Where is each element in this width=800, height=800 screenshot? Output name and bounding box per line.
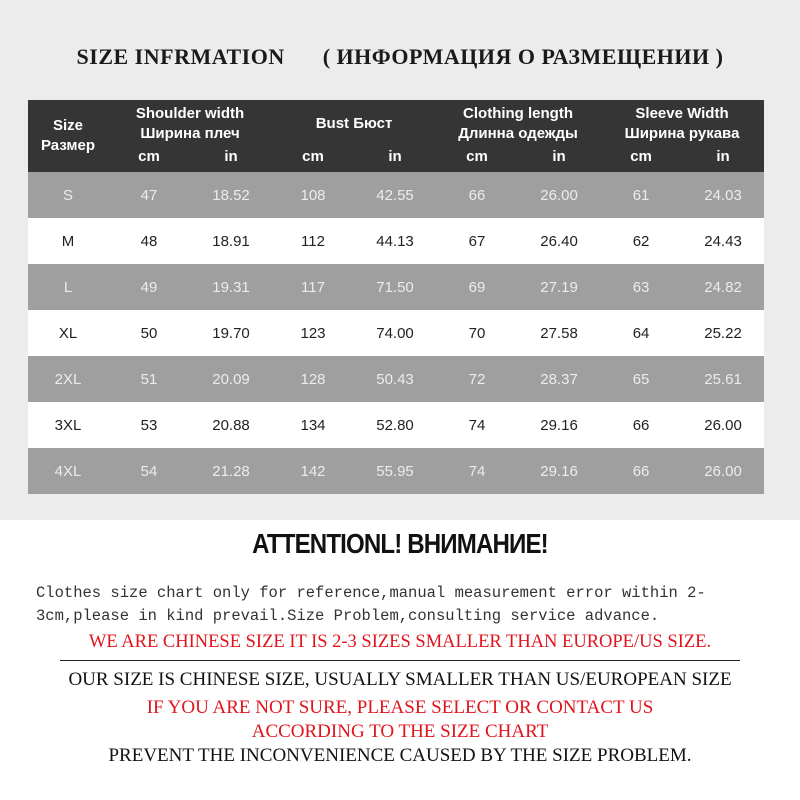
page-title bbox=[0, 44, 800, 70]
size-header-ru: Размер bbox=[40, 137, 96, 154]
measurement-cell: 50.43 bbox=[376, 370, 414, 388]
measurement-cell: 62 bbox=[632, 232, 650, 250]
measurement-cell: 42.55 bbox=[376, 186, 414, 204]
measurement-cell: 26.00 bbox=[704, 416, 742, 434]
note-line-1: Clothes size chart only for reference,manual measurement error within 2- bbox=[36, 584, 706, 602]
measurement-cell: 112 bbox=[301, 232, 325, 250]
measurement-cell: 24.03 bbox=[704, 186, 742, 204]
measurement-cell: 123 bbox=[300, 324, 326, 342]
measurement-cell: 63 bbox=[632, 278, 650, 296]
title-russian: ( ИНФОРМАЦИЯ О РАЗМЕЩЕНИИ ) bbox=[322, 44, 724, 69]
unit-header: in bbox=[388, 148, 402, 165]
measurement-cell: 117 bbox=[301, 278, 325, 296]
clothing-length-header bbox=[436, 100, 600, 148]
measurement-cell: 25.22 bbox=[704, 324, 742, 342]
unit-header: cm bbox=[138, 148, 160, 165]
shoulder-width-header bbox=[108, 100, 272, 148]
measurement-cell: 69 bbox=[468, 278, 486, 296]
unit-header: in bbox=[552, 148, 566, 165]
table-row bbox=[28, 218, 764, 264]
measurement-cell: 128 bbox=[300, 370, 326, 388]
table-row bbox=[28, 310, 764, 356]
measurement-cell: 49 bbox=[140, 278, 158, 296]
measurement-cell: 55.95 bbox=[376, 462, 414, 480]
measurement-cell: 24.82 bbox=[704, 278, 742, 296]
chinese-size-warning: WE ARE CHINESE SIZE IT IS 2-3 SIZES SMALLER THAN EUROPE/US SIZE. bbox=[88, 632, 712, 652]
measurement-cell: 61 bbox=[632, 186, 650, 204]
measurement-cell: 70 bbox=[468, 324, 486, 342]
measurement-cell: 74.00 bbox=[376, 324, 414, 342]
unit-header: in bbox=[224, 148, 238, 165]
measurement-cell: 29.16 bbox=[540, 416, 578, 434]
bust-header bbox=[272, 100, 436, 148]
measurement-cell: 74 bbox=[468, 416, 486, 434]
unit-header: in bbox=[716, 148, 730, 165]
measurement-cell: 27.58 bbox=[540, 324, 578, 342]
measurement-cell: 20.88 bbox=[212, 416, 250, 434]
measurement-cell: 21.28 bbox=[212, 462, 250, 480]
size-label-cell: 4XL bbox=[54, 462, 82, 480]
measurement-cell: 18.52 bbox=[212, 186, 250, 204]
measurement-cell: 47 bbox=[140, 186, 158, 204]
length-header-ru: Длинна одежды bbox=[458, 125, 578, 142]
reference-note bbox=[36, 582, 766, 628]
table-row bbox=[28, 264, 764, 310]
measurement-cell: 50 bbox=[140, 324, 158, 342]
footer-line-2: IF YOU ARE NOT SURE, PLEASE SELECT OR CONTACT US bbox=[146, 697, 654, 718]
measurement-cell: 27.19 bbox=[540, 278, 578, 296]
unit-header: cm bbox=[630, 148, 652, 165]
length-header-en: Clothing length bbox=[463, 105, 574, 122]
measurement-cell: 20.09 bbox=[212, 370, 250, 388]
size-column-header bbox=[28, 100, 108, 172]
measurement-cell: 65 bbox=[632, 370, 650, 388]
measurement-cell: 53 bbox=[140, 416, 158, 434]
sleeve-header-en: Sleeve Width bbox=[635, 105, 729, 122]
measurement-cell: 66 bbox=[632, 462, 650, 480]
measurement-cell: 66 bbox=[632, 416, 650, 434]
divider-line bbox=[60, 660, 740, 661]
footer-line-3: ACCORDING TO THE SIZE CHART bbox=[251, 721, 549, 742]
measurement-cell: 142 bbox=[300, 462, 326, 480]
size-header-en: Size bbox=[52, 117, 83, 134]
unit-header: cm bbox=[466, 148, 488, 165]
unit-header: cm bbox=[302, 148, 324, 165]
table-row bbox=[28, 448, 764, 494]
measurement-cell: 48 bbox=[140, 232, 158, 250]
measurement-cell: 64 bbox=[632, 324, 650, 342]
size-label-cell: 2XL bbox=[54, 370, 82, 388]
table-row bbox=[28, 402, 764, 448]
shoulder-header-en: Shoulder width bbox=[135, 105, 245, 122]
size-label-cell: S bbox=[62, 186, 73, 204]
measurement-cell: 19.31 bbox=[212, 278, 250, 296]
measurement-cell: 26.40 bbox=[540, 232, 578, 250]
measurement-cell: 26.00 bbox=[704, 462, 742, 480]
measurement-cell: 72 bbox=[468, 370, 486, 388]
measurement-cell: 26.00 bbox=[540, 186, 578, 204]
size-label-cell: XL bbox=[58, 324, 78, 342]
measurement-cell: 52.80 bbox=[376, 416, 414, 434]
measurement-cell: 51 bbox=[140, 370, 158, 388]
measurement-cell: 44.13 bbox=[376, 232, 414, 250]
bust-header-label: Bust Бюст bbox=[315, 115, 393, 132]
footer-line-1: OUR SIZE IS CHINESE SIZE, USUALLY SMALLER THAN US/EUROPEAN SIZE bbox=[68, 669, 732, 690]
table-row bbox=[28, 172, 764, 218]
measurement-cell: 29.16 bbox=[540, 462, 578, 480]
attention-heading: ATTENTIONL! ВНИМАНИЕ! bbox=[252, 528, 548, 559]
measurement-cell: 18.91 bbox=[212, 232, 250, 250]
measurement-cell: 66 bbox=[468, 186, 486, 204]
measurement-cell: 108 bbox=[300, 186, 326, 204]
measurement-cell: 54 bbox=[140, 462, 158, 480]
table-header bbox=[28, 100, 764, 172]
measurement-cell: 134 bbox=[300, 416, 326, 434]
footer-line-4: PREVENT THE INCONVENIENCE CAUSED BY THE SIZE PROBLEM. bbox=[108, 745, 692, 766]
title-english: SIZE INFRMATION bbox=[76, 44, 285, 69]
measurement-cell: 25.61 bbox=[704, 370, 742, 388]
size-table bbox=[28, 100, 764, 494]
table-row bbox=[28, 356, 764, 402]
measurement-cell: 67 bbox=[468, 232, 486, 250]
sleeve-header-ru: Ширина рукава bbox=[624, 125, 740, 142]
size-label-cell: L bbox=[63, 278, 73, 296]
table-body bbox=[28, 172, 764, 494]
measurement-cell: 28.37 bbox=[540, 370, 578, 388]
size-label-cell: 3XL bbox=[54, 416, 82, 434]
measurement-cell: 71.50 bbox=[376, 278, 414, 296]
sleeve-width-header bbox=[600, 100, 764, 148]
measurement-cell: 24.43 bbox=[704, 232, 742, 250]
measurement-cell: 19.70 bbox=[212, 324, 250, 342]
size-label-cell: M bbox=[61, 232, 75, 250]
note-line-2: 3cm,please in kind prevail.Size Problem,consulting service advance. bbox=[36, 607, 660, 625]
shoulder-header-ru: Ширина плеч bbox=[140, 125, 240, 142]
measurement-cell: 74 bbox=[468, 462, 486, 480]
